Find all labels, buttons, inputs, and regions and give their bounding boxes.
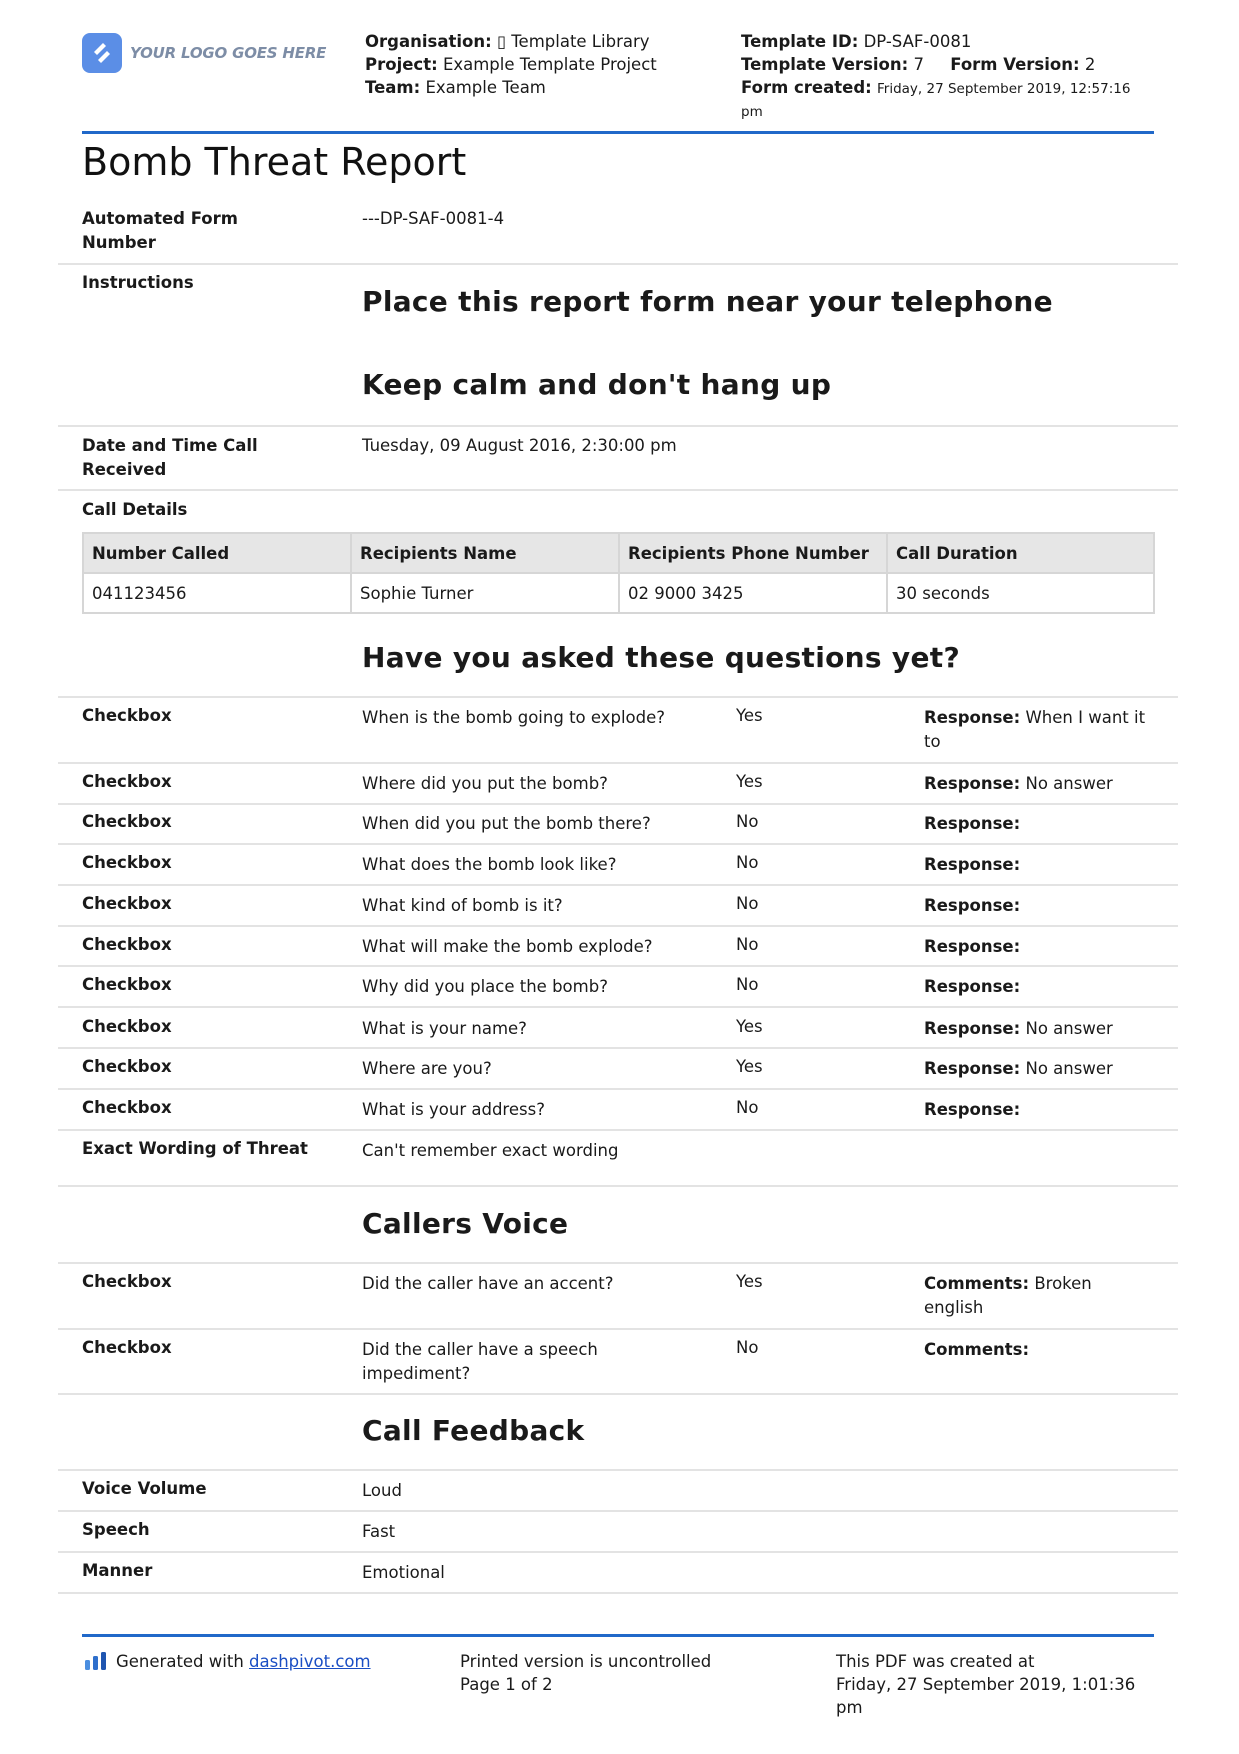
feedback-label: Manner	[82, 1561, 153, 1580]
feedback-value: Fast	[362, 1522, 396, 1541]
response-label: Response:	[924, 708, 1021, 727]
dashpivot-bars-icon	[85, 1652, 107, 1670]
response-label: Response:	[924, 896, 1021, 915]
response-label: Response:	[924, 1100, 1021, 1119]
question-text: What will make the bomb explode?	[362, 937, 653, 956]
voice-answer: No	[736, 1338, 759, 1357]
question-answer: No	[736, 975, 759, 994]
voice-label: Checkbox	[82, 1272, 172, 1291]
question-text: When is the bomb going to explode?	[362, 708, 666, 727]
page-title: Bomb Threat Report	[82, 140, 467, 184]
row-divider	[58, 1393, 1178, 1395]
project-value: Example Template Project	[442, 55, 657, 74]
header-meta-left	[365, 30, 657, 99]
call-details-header-row	[83, 533, 1154, 573]
feedback-value: Loud	[362, 1481, 402, 1500]
question-response	[924, 1017, 1154, 1041]
voice-answer: Yes	[736, 1272, 763, 1291]
row-divider	[58, 696, 1178, 698]
response-label: Response:	[924, 814, 1021, 833]
row-divider	[58, 1185, 1178, 1187]
comments-value-cont: english	[924, 1298, 984, 1317]
question-response	[924, 812, 1154, 836]
footer-generated	[116, 1650, 371, 1673]
created-line1: This PDF was created at	[836, 1652, 1035, 1671]
form-number-value: ---DP-SAF-0081-4	[362, 209, 505, 228]
response-label: Response:	[924, 1059, 1021, 1078]
question-response	[924, 894, 1154, 918]
voice-question	[362, 1338, 702, 1386]
form-version-label: Form Version:	[950, 55, 1080, 74]
response-label: Response:	[924, 937, 1021, 956]
comments-label: Comments:	[924, 1274, 1030, 1293]
question-text: Where did you put the bomb?	[362, 774, 608, 793]
call-details-label: Call Details	[82, 500, 188, 519]
project-label: Project:	[365, 55, 438, 74]
question-answer: Yes	[736, 772, 763, 791]
form-number-label-line1: Automated Form	[82, 209, 238, 228]
form-created-value-cont: pm	[741, 104, 763, 120]
question-answer: Yes	[736, 706, 763, 725]
question-answer: No	[736, 853, 759, 872]
date-call-value: Tuesday, 09 August 2016, 2:30:00 pm	[362, 436, 677, 455]
col-recipients-name: Recipients Name	[351, 533, 619, 573]
row-divider	[58, 1469, 1178, 1471]
form-created-label: Form created:	[741, 78, 872, 97]
response-label: Response:	[924, 977, 1021, 996]
question-label: Checkbox	[82, 706, 172, 725]
response-value-cont: to	[924, 732, 941, 751]
question-label: Checkbox	[82, 1057, 172, 1076]
response-label: Response:	[924, 855, 1021, 874]
row-divider	[58, 489, 1178, 491]
feedback-label: Speech	[82, 1520, 150, 1539]
question-label: Checkbox	[82, 812, 172, 831]
footer-created	[836, 1650, 1135, 1719]
row-divider	[58, 1047, 1178, 1049]
row-divider	[58, 762, 1178, 764]
question-label: Checkbox	[82, 975, 172, 994]
row-divider	[58, 1088, 1178, 1090]
question-text: What does the bomb look like?	[362, 855, 617, 874]
template-id-value: DP-SAF-0081	[863, 32, 972, 51]
logo-mark-icon	[82, 33, 122, 73]
row-divider	[58, 1129, 1178, 1131]
comments-label: Comments:	[924, 1340, 1030, 1359]
row-divider	[58, 925, 1178, 927]
question-text: What is your name?	[362, 1019, 527, 1038]
form-version-value: 2	[1084, 55, 1096, 74]
col-number-called: Number Called	[83, 533, 351, 573]
exact-wording-value: Can't remember exact wording	[362, 1141, 619, 1160]
page-number: Page 1 of 2	[460, 1675, 553, 1694]
header-divider	[82, 131, 1154, 134]
question-label: Checkbox	[82, 1017, 172, 1036]
response-value: No answer	[1025, 774, 1113, 793]
response-value: When I want it	[1025, 708, 1146, 727]
printed-notice: Printed version is uncontrolled	[460, 1652, 712, 1671]
question-answer: Yes	[736, 1057, 763, 1076]
voice-question-line2: impediment?	[362, 1364, 471, 1383]
question-answer: No	[736, 812, 759, 831]
template-version-label: Template Version:	[741, 55, 909, 74]
voice-heading: Callers Voice	[362, 1207, 569, 1240]
exact-wording-label: Exact Wording of Threat	[82, 1139, 308, 1158]
dashpivot-link[interactable]: dashpivot.com	[249, 1652, 371, 1671]
row-divider	[58, 1592, 1178, 1594]
row-divider	[58, 1510, 1178, 1512]
question-text: When did you put the bomb there?	[362, 814, 651, 833]
form-number-label	[82, 207, 238, 255]
question-answer: No	[736, 1098, 759, 1117]
cell-recipients-name: Sophie Turner	[351, 573, 619, 613]
row-divider	[58, 1551, 1178, 1553]
row-divider	[58, 1262, 1178, 1264]
cell-recipients-phone: 02 9000 3425	[619, 573, 887, 613]
response-label: Response:	[924, 1019, 1021, 1038]
created-line2: Friday, 27 September 2019, 1:01:36	[836, 1675, 1136, 1694]
instructions-line1: Place this report form near your telephone	[362, 285, 1053, 318]
date-call-label-line1: Date and Time Call	[82, 436, 258, 455]
question-label: Checkbox	[82, 1098, 172, 1117]
question-response	[924, 1057, 1154, 1081]
response-label: Response:	[924, 774, 1021, 793]
footer-divider	[82, 1634, 1154, 1637]
question-response	[924, 772, 1154, 796]
template-id-label: Template ID:	[741, 32, 859, 51]
logo-text: YOUR LOGO GOES HERE	[130, 44, 327, 62]
row-divider	[58, 884, 1178, 886]
date-call-label-line2: Received	[82, 460, 167, 479]
question-label: Checkbox	[82, 853, 172, 872]
voice-question: Did the caller have an accent?	[362, 1274, 614, 1293]
row-divider	[58, 425, 1178, 427]
feedback-heading: Call Feedback	[362, 1414, 585, 1447]
response-value: No answer	[1025, 1059, 1113, 1078]
table-row	[83, 573, 1154, 613]
row-divider	[58, 263, 1178, 265]
organisation-label: Organisation:	[365, 32, 492, 51]
response-value: No answer	[1025, 1019, 1113, 1038]
team-label: Team:	[365, 78, 421, 97]
col-call-duration: Call Duration	[887, 533, 1154, 573]
form-created-value: Friday, 27 September 2019, 12:57:16	[877, 81, 1131, 97]
form-number-label-line2: Number	[82, 233, 156, 252]
call-details-table	[82, 532, 1155, 614]
row-divider	[58, 843, 1178, 845]
voice-comments	[924, 1338, 1154, 1362]
question-label: Checkbox	[82, 894, 172, 913]
question-text: Why did you place the bomb?	[362, 977, 608, 996]
footer-printed	[460, 1650, 711, 1696]
col-recipients-phone: Recipients Phone Number	[619, 533, 887, 573]
question-response	[924, 853, 1154, 877]
question-text: What kind of bomb is it?	[362, 896, 563, 915]
question-answer: No	[736, 894, 759, 913]
feedback-value: Emotional	[362, 1563, 445, 1582]
voice-label: Checkbox	[82, 1338, 172, 1357]
row-divider	[58, 965, 1178, 967]
organisation-value: ▯ Template Library	[496, 32, 650, 51]
generated-prefix: Generated with	[116, 1652, 244, 1671]
question-text: What is your address?	[362, 1100, 545, 1119]
question-response	[924, 975, 1154, 999]
question-response	[924, 935, 1154, 959]
team-value: Example Team	[425, 78, 546, 97]
question-label: Checkbox	[82, 772, 172, 791]
row-divider	[58, 1328, 1178, 1330]
comments-value: Broken	[1034, 1274, 1092, 1293]
company-logo	[82, 32, 326, 74]
voice-comments	[924, 1272, 1154, 1320]
created-line3: pm	[836, 1698, 863, 1717]
header-meta-right	[741, 30, 1130, 124]
question-answer: Yes	[736, 1017, 763, 1036]
cell-call-duration: 30 seconds	[887, 573, 1154, 613]
question-response	[924, 706, 1154, 754]
questions-heading: Have you asked these questions yet?	[362, 641, 960, 674]
feedback-label: Voice Volume	[82, 1479, 207, 1498]
row-divider	[58, 1006, 1178, 1008]
cell-number-called: 041123456	[83, 573, 351, 613]
voice-question-line1: Did the caller have a speech	[362, 1340, 598, 1359]
question-label: Checkbox	[82, 935, 172, 954]
row-divider	[58, 803, 1178, 805]
instructions-label: Instructions	[82, 273, 194, 292]
question-answer: No	[736, 935, 759, 954]
question-response	[924, 1098, 1154, 1122]
instructions-line2: Keep calm and don't hang up	[362, 368, 832, 401]
question-text: Where are you?	[362, 1059, 492, 1078]
date-call-label	[82, 434, 258, 482]
template-version-value: 7	[913, 55, 924, 74]
